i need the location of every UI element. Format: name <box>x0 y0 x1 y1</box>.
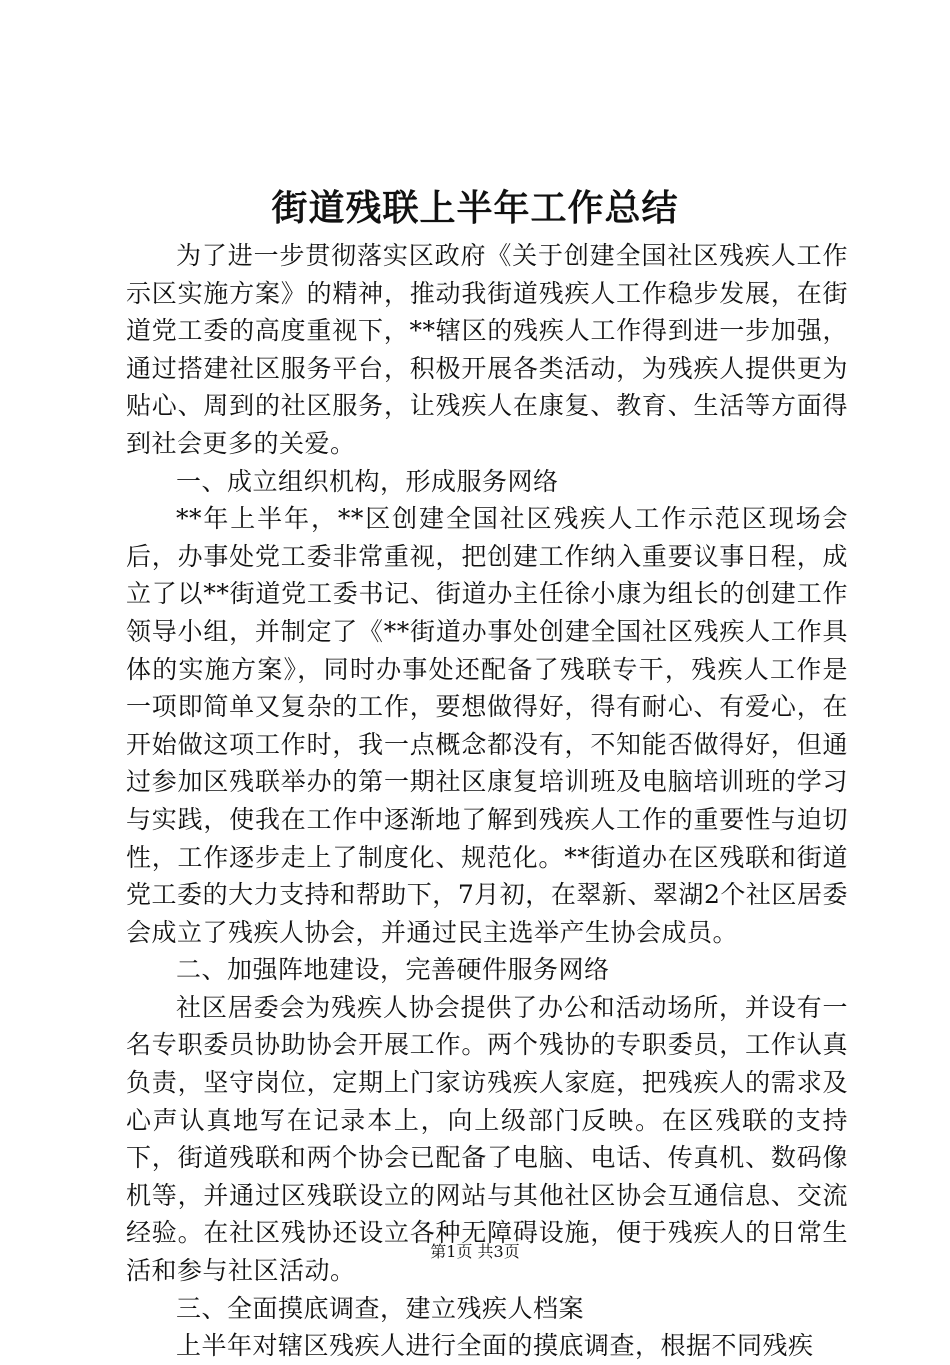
section-paragraph-1: **年上半年，**区创建全国社区残疾人工作示范区现场会后，办事处党工委非常重视，把创建工作纳入重要议事日程，成立了以**街道党工委书记、街道办主任徐小康为组长的创建工作领导小组，并制定了《**街道办事处创建全国社区残疾人工作具体的实施方案》，同时办事处还配备了残联专干，残疾人工作是一项即简单又复杂的工作，要想做得好，得有耐心、有爱心，在开始做这项工作时，我一点概念都没有，不知能否做得好，但通过参加区残联举办的第一期社区康复培训班及电脑培训班的学习与实践，使我在工作中逐渐地了解到残疾人工作的重要性与迫切性，工作逐步走上了制度化、规范化。**街道办在区残联和街道党工委的大力支持和帮助下，7月初，在翠新、翠湖2个社区居委会成立了残疾人协会，并通过民主选举产生协会成员。 <box>126 504 848 947</box>
section-heading-3: 三、全面摸底调查，建立残疾人档案 <box>176 1293 585 1323</box>
section-paragraph-2: 社区居委会为残疾人协会提供了办公和活动场所，并设有一名专职委员协助协会开展工作。两个残协的专职委员，工作认真负责，坚守岗位，定期上门家访残疾人家庭，把残疾人的需求及心声认真地写在记录本上，向上级部门反映。在区残联的支持下，街道残联和两个协会已配备了电脑、电话、传真机、数码像机等，并通过区残联设立的网站与其他社区协会互通信息、交流经验。在社区残协还设立各种无障碍设施，便于残疾人的日常生活和参与社区活动。 <box>126 992 848 1286</box>
section-heading-1: 一、成立组织机构，形成服务网络 <box>176 466 559 496</box>
section-paragraph-3: 上半年对辖区残疾人进行全面的摸底调查，根据不同残疾 <box>176 1331 814 1361</box>
intro-paragraph: 为了进一步贯彻落实区政府《关于创建全国社区残疾人工作示区实施方案》的精神，推动我街道残疾人工作稳步发展，在街道党工委的高度重视下，**辖区的残疾人工作得到进一步加强，通过搭建社区服务平台，积极开展各类活动，为残疾人提供更为贴心、周到的社区服务，让残疾人在康复、教育、生活等方面得到社会更多的关爱。 <box>126 241 848 458</box>
section-heading-2: 二、加强阵地建设，完善硬件服务网络 <box>176 955 610 985</box>
document-body <box>126 237 848 1365</box>
page-footer: 第1页 共3页 <box>430 1242 520 1261</box>
document-title: 街道残联上半年工作总结 <box>271 187 679 229</box>
